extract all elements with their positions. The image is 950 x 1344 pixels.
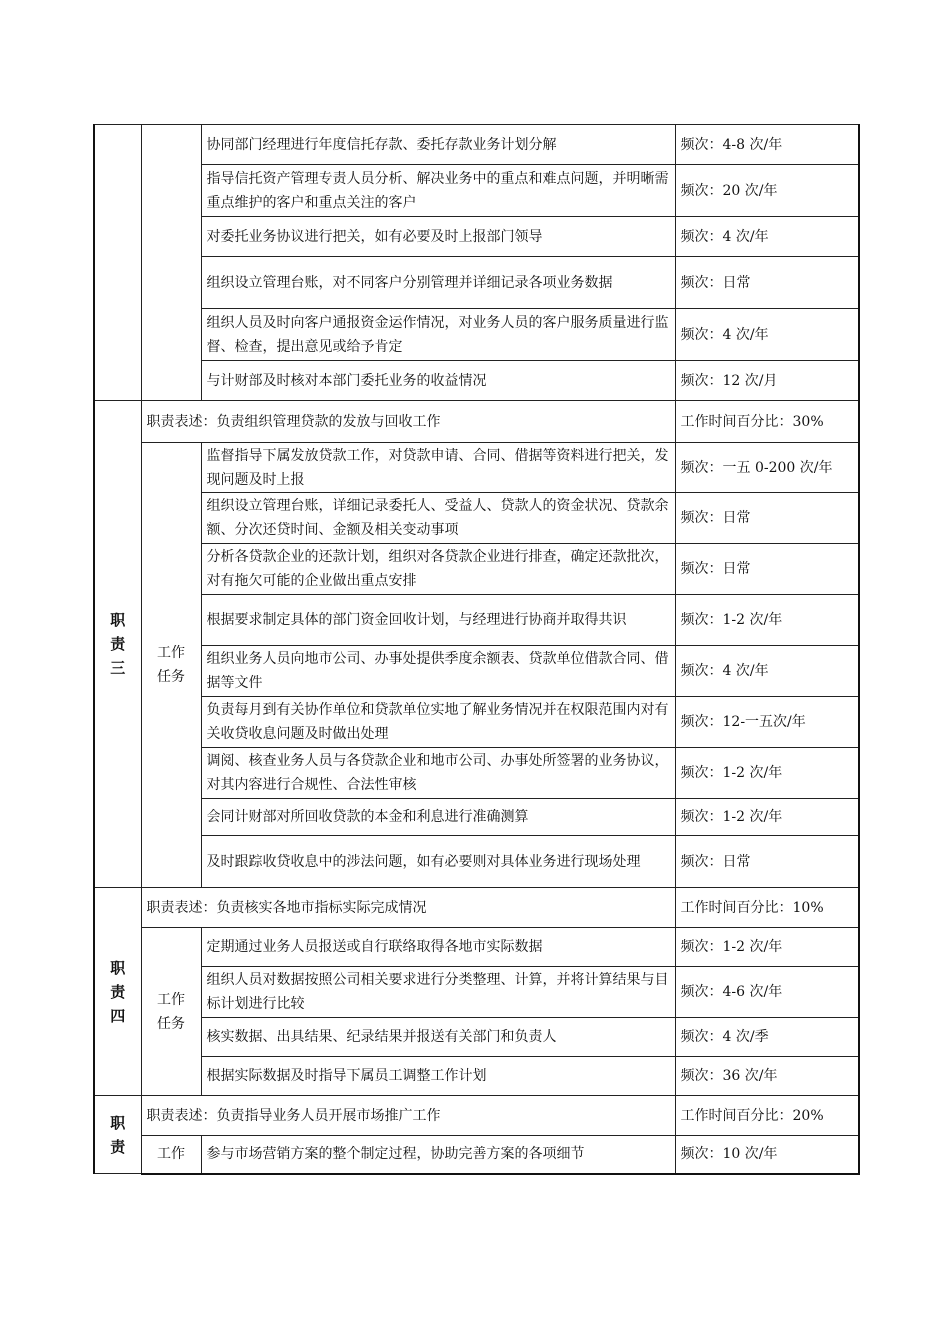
task-text: 组织人员对数据按照公司相关要求进行分类整理、计算，并将计算结果与目标计划进行比较 (201, 967, 675, 1018)
duty-description: 职责表述：负责指导业务人员开展市场推广工作 (141, 1096, 675, 1136)
task-frequency: 频次：4-6 次/年 (675, 967, 859, 1018)
task-text: 监督指导下属发放贷款工作，对贷款申请、合同、借据等资料进行把关，发现问题及时上报 (201, 443, 675, 493)
table-row (94, 217, 859, 257)
task-frequency: 频次：12 次/月 (675, 361, 859, 401)
task-text: 调阅、核查业务人员与各贷款企业和地市公司、办事处所签署的业务协议，对其内容进行合规性、合法性审核 (201, 748, 675, 799)
task-text: 定期通过业务人员报送或自行联络取得各地市实际数据 (201, 928, 675, 967)
table-row (94, 928, 859, 967)
task-frequency: 频次：12-一五次/年 (675, 697, 859, 748)
task-text: 指导信托资产管理专责人员分析、解决业务中的重点和难点问题，并明晰需重点维护的客户和重点关注的客户 (201, 165, 675, 217)
duties-table (93, 124, 860, 1175)
task-frequency: 频次：日常 (675, 836, 859, 888)
table-row (94, 493, 859, 544)
task-text: 与计财部及时核对本部门委托业务的收益情况 (201, 361, 675, 401)
task-frequency: 频次：36 次/年 (675, 1057, 859, 1096)
task-text: 协同部门经理进行年度信托存款、委托存款业务计划分解 (201, 125, 675, 165)
task-text: 负责每月到有关协作单位和贷款单位实地了解业务情况并在权限范围内对有关收贷收息问题及时做出处理 (201, 697, 675, 748)
table-row (94, 748, 859, 799)
task-frequency: 频次：日常 (675, 257, 859, 309)
task-text: 组织设立管理台账，对不同客户分别管理并详细记录各项业务数据 (201, 257, 675, 309)
table-row (94, 595, 859, 646)
table-row (94, 1136, 859, 1174)
task-frequency: 频次：4 次/年 (675, 217, 859, 257)
task-frequency: 频次：日常 (675, 493, 859, 544)
task-text: 对委托业务协议进行把关，如有必要及时上报部门领导 (201, 217, 675, 257)
time-percentage: 工作时间百分比：30% (675, 401, 859, 443)
table-row (94, 1018, 859, 1057)
task-text: 及时跟踪收贷收息中的涉法问题，如有必要则对具体业务进行现场处理 (201, 836, 675, 888)
table-row (94, 361, 859, 401)
task-frequency: 频次：1-2 次/年 (675, 748, 859, 799)
time-percentage: 工作时间百分比：10% (675, 888, 859, 928)
task-label-cell-prev (141, 125, 201, 401)
task-frequency: 频次：日常 (675, 544, 859, 595)
task-text: 根据实际数据及时指导下属员工调整工作计划 (201, 1057, 675, 1096)
time-percentage: 工作时间百分比：20% (675, 1096, 859, 1136)
table-row (94, 646, 859, 697)
task-text: 根据要求制定具体的部门资金回收计划，与经理进行协商并取得共识 (201, 595, 675, 646)
table-row (94, 1057, 859, 1096)
task-text: 组织人员及时向客户通报资金运作情况，对业务人员的客户服务质量进行监督、检查，提出意见或给予肯定 (201, 309, 675, 361)
table-row (94, 799, 859, 836)
duty-header-row (94, 888, 859, 928)
task-frequency: 频次：10 次/年 (675, 1136, 859, 1174)
table-row (94, 257, 859, 309)
table-row (94, 544, 859, 595)
task-frequency: 频次：20 次/年 (675, 165, 859, 217)
task-label: 工作 (141, 1136, 201, 1174)
task-text: 组织设立管理台账，详细记录委托人、受益人、贷款人的资金状况、贷款余额、分次还贷时间、金额及相关变动事项 (201, 493, 675, 544)
duty-label: 职责 (94, 1096, 141, 1174)
duty-header-row (94, 1096, 859, 1136)
task-frequency: 频次：1-2 次/年 (675, 928, 859, 967)
task-label: 工作任务 (141, 928, 201, 1096)
major-cell-prev (94, 125, 141, 401)
task-frequency: 频次：4 次/季 (675, 1018, 859, 1057)
task-frequency: 频次：4 次/年 (675, 646, 859, 697)
table-row (94, 165, 859, 217)
duty-label: 职责四 (94, 888, 141, 1096)
task-text: 核实数据、出具结果、纪录结果并报送有关部门和负责人 (201, 1018, 675, 1057)
table-row (94, 836, 859, 888)
duty-header-row (94, 401, 859, 443)
task-text: 分析各贷款企业的还款计划，组织对各贷款企业进行排查，确定还款批次，对有拖欠可能的企业做出重点安排 (201, 544, 675, 595)
task-frequency: 频次：4-8 次/年 (675, 125, 859, 165)
table-row (94, 697, 859, 748)
duty-label: 职责三 (94, 401, 141, 888)
task-frequency: 频次：1-2 次/年 (675, 799, 859, 836)
table-row (94, 443, 859, 493)
table-row (94, 967, 859, 1018)
task-text: 参与市场营销方案的整个制定过程，协助完善方案的各项细节 (201, 1136, 675, 1174)
task-frequency: 频次：1-2 次/年 (675, 595, 859, 646)
table-row (94, 125, 859, 165)
table-row (94, 309, 859, 361)
task-label: 工作任务 (141, 443, 201, 888)
task-text: 会同计财部对所回收贷款的本金和利息进行准确测算 (201, 799, 675, 836)
duty-description: 职责表述：负责组织管理贷款的发放与回收工作 (141, 401, 675, 443)
task-text: 组织业务人员向地市公司、办事处提供季度余额表、贷款单位借款合同、借据等文件 (201, 646, 675, 697)
duty-description: 职责表述：负责核实各地市指标实际完成情况 (141, 888, 675, 928)
task-frequency: 频次：4 次/年 (675, 309, 859, 361)
task-frequency: 频次：一五 0-200 次/年 (675, 443, 859, 493)
